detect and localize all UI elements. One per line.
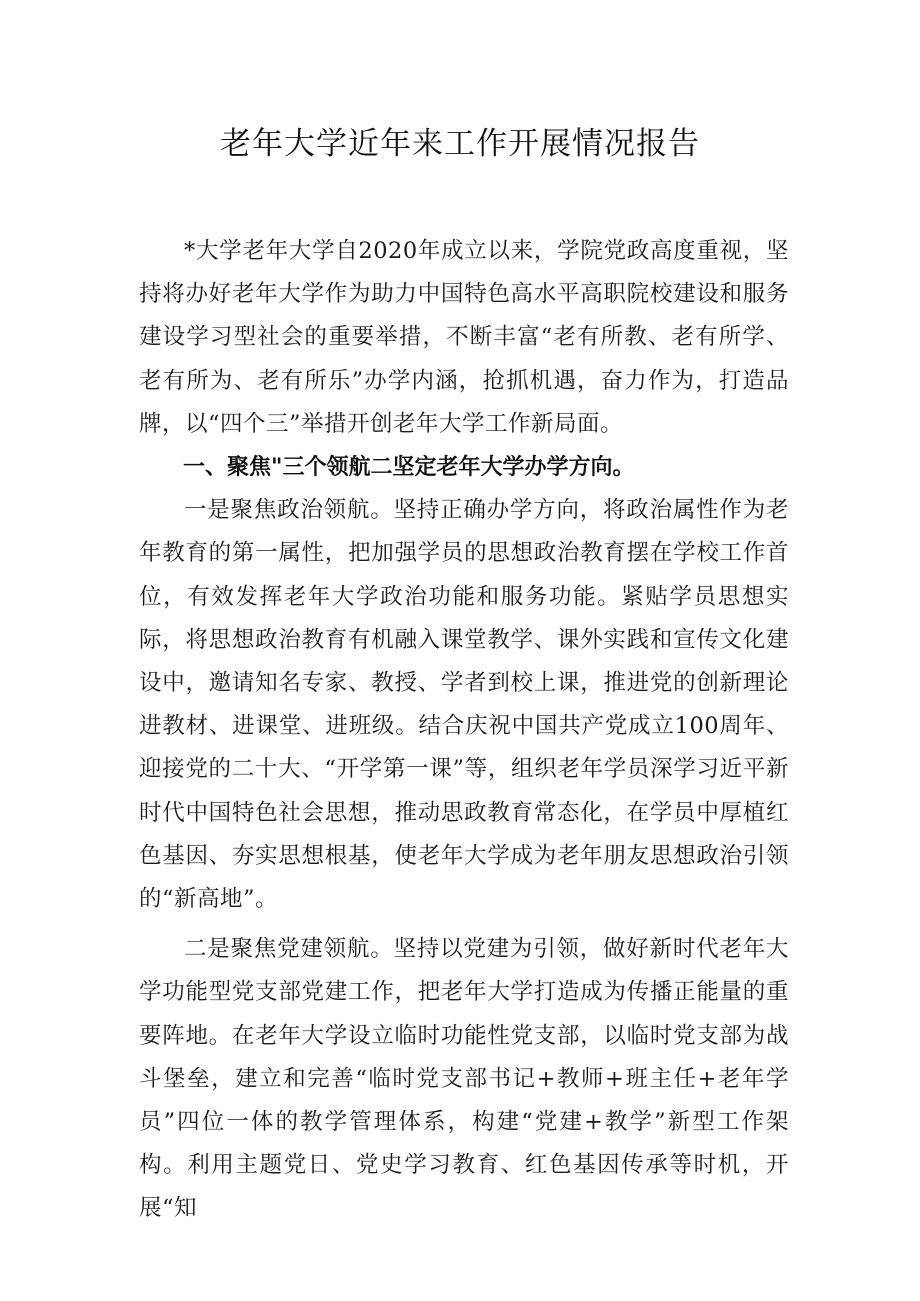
section-heading-1: 一、聚焦"三个领航二坚定老年大学办学方向。: [183, 455, 635, 481]
document-body: [139, 230, 789, 1231]
political-leadership-paragraph: 一是聚焦政治领航。坚持正确办学方向，将政治属性作为老年教育的第一属性，把加强学员的思想政治教育摆在学校工作首位，有效发挥老年大学政治功能和服务功能。紧贴学员思想实际，将思想政治教育有机融入课堂教学、课外实践和宣传文化建设中，邀请知名专家、教授、学者到校上课，推进党的创新理论进教材、进课堂、进班级。结合庆祝中国共产党成立100周年、迎接党的二十大、“开学第一课”等，组织老年学员深学习近平新时代中国特色社会思想，推动思政教育常态化，在学员中厚植红色基因、夯实思想根基，使老年大学成为老年朋友思想政治引领的“新高地”。: [139, 497, 789, 913]
document-title: 老年大学近年来工作开展情况报告: [220, 126, 700, 162]
party-leadership-paragraph: 二是聚焦党建领航。坚持以党建为引领，做好新时代老年大学功能型党支部党建工作，把老年大学打造成为传播正能量的重要阵地。在老年大学设立临时功能性党支部，以临时党支部为战斗堡垒，建立和完善“临时党支部书记+教师+班主任+老年学员”四位一体的教学管理体系，构建“党建+教学”新型工作架构。利用主题党日、党史学习教育、红色基因传承等时机，开展“知: [139, 936, 789, 1222]
intro-paragraph: *大学老年大学自2020年成立以来，学院党政高度重视，坚持将办好老年大学作为助力中国特色高水平高职院校建设和服务建设学习型社会的重要举措，不断丰富“老有所教、老有所学、老有所为、老有所乐”办学内涵，抢抓机遇，奋力作为，打造品牌，以“四个三”举措开创老年大学工作新局面。: [139, 238, 789, 437]
paragraph-gap: [139, 921, 789, 928]
